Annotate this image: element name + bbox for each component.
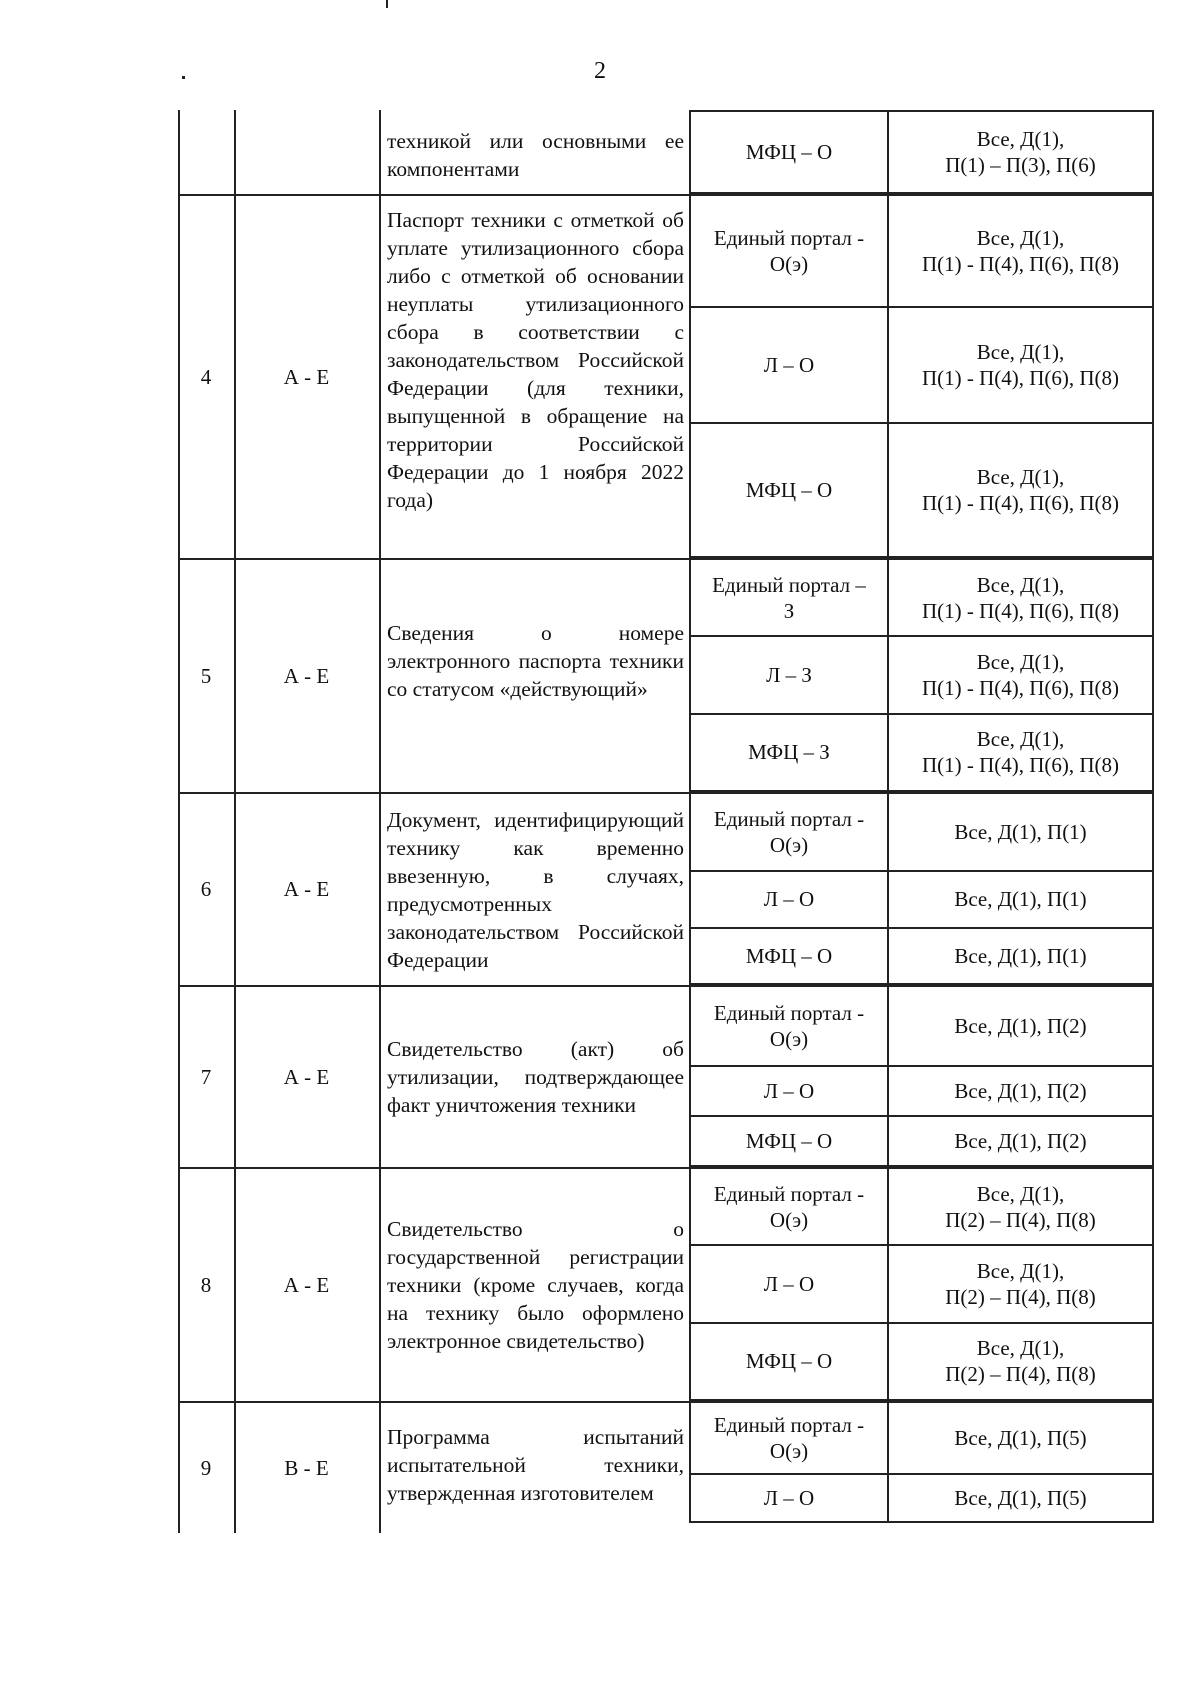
applicant-categories: Все, Д(1), П(1) - П(4), П(6), П(8) [921, 226, 1120, 276]
submission-channel: Единый портал - О(э) [691, 1169, 889, 1244]
submission-channel: Л – О [691, 1475, 889, 1521]
submission-channel: Л – О [691, 1246, 889, 1321]
channel-row [691, 1473, 1152, 1521]
submission-channel: МФЦ – О [691, 424, 889, 556]
row-category: В - Е [284, 1455, 329, 1480]
submission-channel: МФЦ – О [691, 1324, 889, 1399]
submission-channel: Единый портал - О(э) [691, 196, 889, 306]
channel-row [691, 987, 1152, 1065]
channel-row [691, 1065, 1152, 1115]
channel-row [691, 713, 1152, 790]
document-name: Программа испытаний испытательной техники, утвержденная изготовителем [387, 1425, 684, 1505]
applicant-categories: Все, Д(1), П(2) [954, 1014, 1087, 1038]
submission-channel: Единый портал - О(э) [691, 794, 889, 870]
row-number: 4 [200, 364, 212, 389]
applicant-categories: Все, Д(1), П(1) [954, 943, 1087, 968]
submission-channel: МФЦ – О [691, 929, 889, 984]
row-number [178, 110, 234, 194]
channel-row [691, 560, 1152, 635]
row-number: 5 [200, 663, 212, 688]
submission-channel: МФЦ – О [691, 112, 889, 192]
channel-list [689, 196, 1154, 558]
channel-list [689, 1169, 1154, 1401]
scan-speck [386, 0, 388, 8]
document-name: Сведения о номере электронного паспорта техники со статусом «действующий» [387, 621, 684, 701]
channel-row [691, 927, 1152, 984]
row-category: А - Е [283, 364, 330, 389]
channel-row [691, 306, 1152, 422]
channel-list [689, 987, 1154, 1167]
applicant-categories: Все, Д(1), П(2) [954, 1129, 1087, 1153]
row-number: 8 [200, 1272, 212, 1297]
channel-row [691, 1169, 1152, 1244]
document-name: Паспорт техники с отметкой об уплате утилизационного сбора либо с отметкой об основании неуплаты утилизационного сбора в соответствии с законодательством Российской Федерации (для техники, выпущенной в обращение на территории Российской Федерации до 1 ноября 2022 года) [387, 208, 684, 512]
channel-row [691, 1115, 1152, 1165]
row-number: 7 [200, 1064, 212, 1089]
table-row [178, 985, 1154, 1167]
applicant-categories: Все, Д(1), П(1) - П(4), П(6), П(8) [921, 727, 1120, 778]
table-row [178, 194, 1154, 558]
submission-channel: Л – З [691, 637, 889, 712]
table-row [178, 1167, 1154, 1401]
row-category: А - Е [283, 877, 330, 901]
applicant-categories: Все, Д(1), П(1) – П(3), П(6) [945, 127, 1096, 177]
channel-list [689, 110, 1154, 194]
document-name: Свидетельство о государственной регистрации техники (кроме случаев, когда на технику было оформлено электронное свидетельство) [387, 1217, 684, 1353]
channel-row [691, 1322, 1152, 1399]
channel-row [691, 196, 1152, 306]
channel-row [691, 1244, 1152, 1321]
row-category: А - Е [283, 1272, 330, 1297]
document-name: Документ, идентифицирующий технику как временно ввезенную, в случаях, предусмотренных законодательством Российской Федерации [387, 807, 684, 972]
submission-channel: Л – О [691, 872, 889, 927]
page-number: 2 [594, 58, 606, 84]
applicant-categories: Все, Д(1), П(1) [954, 887, 1087, 912]
channel-list [689, 560, 1154, 792]
applicant-categories: Все, Д(1), П(1) - П(4), П(6), П(8) [921, 465, 1120, 515]
channel-row [691, 794, 1152, 870]
applicant-categories: Все, Д(1), П(1) [954, 820, 1087, 844]
submission-channel: Единый портал - О(э) [691, 1403, 889, 1473]
channel-list [689, 1403, 1154, 1523]
document-table [178, 110, 1154, 1533]
applicant-categories: Все, Д(1), П(5) [954, 1426, 1087, 1450]
channel-row [691, 422, 1152, 556]
table-row [178, 1401, 1154, 1533]
channel-row [691, 635, 1152, 712]
submission-channel: Л – О [691, 1067, 889, 1115]
submission-channel: МФЦ – О [691, 1117, 889, 1165]
table-row [178, 792, 1154, 985]
row-category [234, 110, 379, 194]
applicant-categories: Все, Д(1), П(2) – П(4), П(8) [945, 1181, 1096, 1232]
row-category: А - Е [283, 1064, 330, 1089]
channel-row [691, 1403, 1152, 1473]
applicant-categories: Все, Д(1), П(1) - П(4), П(6), П(8) [921, 649, 1120, 700]
submission-channel: Единый портал – З [691, 560, 889, 635]
submission-channel: Единый портал - О(э) [691, 987, 889, 1065]
submission-channel: Л – О [691, 308, 889, 422]
applicant-categories: Все, Д(1), П(2) [954, 1079, 1087, 1103]
applicant-categories: Все, Д(1), П(5) [954, 1486, 1087, 1510]
channel-row [691, 870, 1152, 927]
table-row [178, 110, 1154, 194]
channel-row [691, 112, 1152, 192]
document-name: Свидетельство (акт) об утилизации, подтверждающее факт уничтожения техники [387, 1037, 684, 1117]
row-category: А - Е [283, 663, 330, 688]
row-number: 9 [200, 1455, 212, 1480]
row-number: 6 [200, 877, 212, 901]
applicant-categories: Все, Д(1), П(1) - П(4), П(6), П(8) [921, 572, 1120, 623]
applicant-categories: Все, Д(1), П(2) – П(4), П(8) [945, 1258, 1096, 1309]
applicant-categories: Все, Д(1), П(2) – П(4), П(8) [945, 1336, 1096, 1387]
submission-channel: МФЦ – З [691, 715, 889, 790]
channel-list [689, 794, 1154, 985]
applicant-categories: Все, Д(1), П(1) - П(4), П(6), П(8) [921, 340, 1120, 390]
document-name: техникой или основными ее компонентами [387, 129, 684, 181]
table-row [178, 558, 1154, 792]
